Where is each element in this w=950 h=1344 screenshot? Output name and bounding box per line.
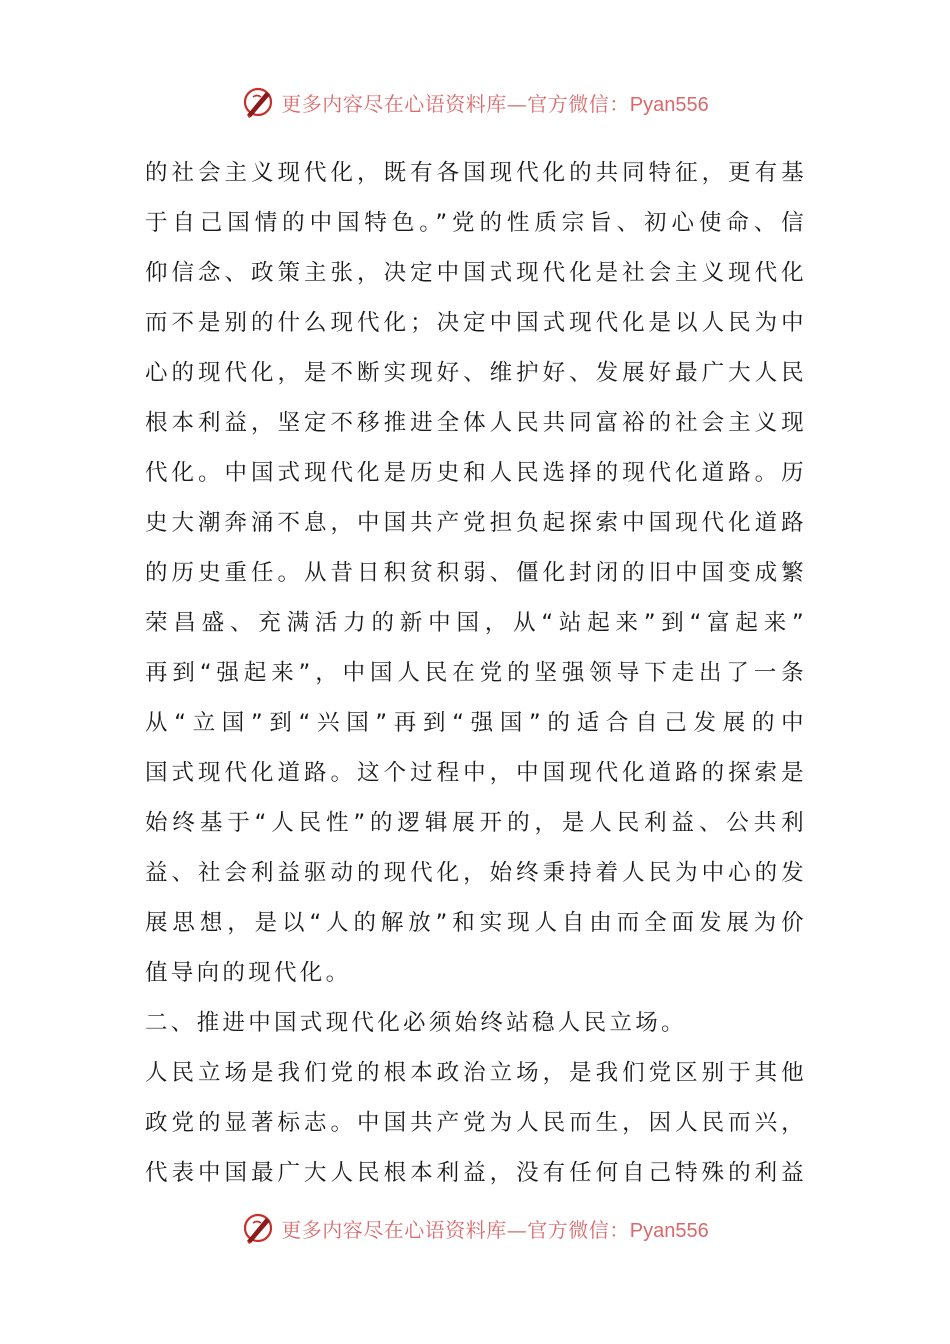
pen-logo-icon: [241, 1211, 275, 1245]
text-line: 人民立场是我们党的根本政治立场，是我们党区别于其他: [145, 1060, 807, 1086]
text-line: 政党的显著标志。中国共产党为人民而生，因人民而兴，: [145, 1110, 807, 1136]
watermark-text: [281, 1214, 708, 1243]
text-line: 荣昌盛、充满活力的新中国，从“站起来”到“富起来”: [145, 610, 807, 636]
text-line: 心的现代化，是不断实现好、维护好、发展好最广大人民: [145, 360, 807, 386]
text-line: 的历史重任。从昔日积贫积弱、僵化封闭的旧中国变成繁: [145, 560, 807, 586]
text-line: 于自己国情的中国特色。”党的性质宗旨、初心使命、信: [145, 210, 807, 236]
text-line: 仰信念、政策主张，决定中国式现代化是社会主义现代化: [145, 260, 807, 286]
watermark-brand: 更多内容尽在心语资料库: [281, 1217, 507, 1242]
watermark-separator: —: [506, 91, 528, 116]
text-line: 根本利益，坚定不移推进全体人民共同富裕的社会主义现: [145, 410, 807, 436]
section-heading: 二、推进中国式现代化必须始终站稳人民立场。: [145, 1010, 687, 1036]
text-line: 从“立国”到“兴国”再到“强国”的适合自己发展的中: [145, 710, 807, 736]
watermark-brand: 更多内容尽在心语资料库: [281, 91, 507, 116]
footer-watermark-banner: [0, 1208, 950, 1248]
text-line: 而不是别的什么现代化；决定中国式现代化是以人民为中: [145, 310, 807, 336]
watermark-text: [281, 88, 708, 117]
header-watermark-banner: [0, 82, 950, 122]
pen-logo-icon: [241, 85, 275, 119]
text-line: 的社会主义现代化，既有各国现代化的共同特征，更有基: [145, 160, 807, 186]
watermark-separator: —: [506, 1217, 528, 1242]
watermark-label: 官方微信：: [527, 91, 630, 116]
text-line: 再到“强起来”，中国人民在党的坚强领导下走出了一条: [145, 660, 807, 686]
document-body: [145, 148, 807, 1198]
watermark-account: Pyan556: [629, 93, 709, 116]
watermark-account: Pyan556: [629, 1219, 709, 1242]
text-line: 国式现代化道路。这个过程中，中国现代化道路的探索是: [145, 760, 807, 786]
text-line: 史大潮奔涌不息，中国共产党担负起探索中国现代化道路: [145, 510, 807, 536]
text-line: 始终基于“人民性”的逻辑展开的，是人民利益、公共利: [145, 810, 807, 836]
text-line: 代表中国最广大人民根本利益，没有任何自己特殊的利益: [145, 1160, 807, 1186]
text-line: 代化。中国式现代化是历史和人民选择的现代化道路。历: [145, 460, 807, 486]
text-line: 值导向的现代化。: [145, 960, 352, 986]
text-line: 展思想，是以“人的解放”和实现人自由而全面发展为价: [145, 910, 807, 936]
watermark-label: 官方微信：: [527, 1217, 630, 1242]
text-line: 益、社会利益驱动的现代化，始终秉持着人民为中心的发: [145, 860, 807, 886]
